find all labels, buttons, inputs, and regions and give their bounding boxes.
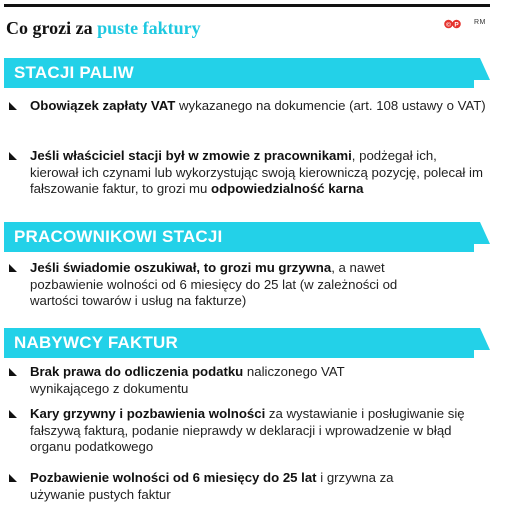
list-item xyxy=(8,364,488,397)
item-text: wykazanego na dokumencie (art. 108 ustawy o VAT) xyxy=(175,98,486,113)
publisher-logo-icon xyxy=(444,18,462,30)
list-item xyxy=(8,98,488,115)
item-bold-end: odpowiedzialność karna xyxy=(211,181,364,196)
author-credit: RM xyxy=(474,19,486,26)
section-header-nabywcy xyxy=(4,328,474,358)
list-item xyxy=(8,470,488,503)
page-title xyxy=(6,14,486,42)
list-item xyxy=(8,406,488,456)
item-text: , podżegał ich, kierował ich czynami lub wykorzystując swoją kierowniczą pozycję, polecał im fałszowanie faktur, to grozi mu xyxy=(30,148,483,196)
bullet-icon xyxy=(8,367,18,377)
item-bold: Jeśli świadomie oszukiwał, to grozi mu grzywna xyxy=(30,260,332,275)
section-heading: STACJI PALIW xyxy=(14,63,134,82)
section-heading: PRACOWNIKOWI STACJI xyxy=(14,227,223,246)
title-accent: puste faktury xyxy=(97,18,201,38)
svg-text:©: © xyxy=(446,21,451,29)
item-bold: Kary grzywny i pozbawienia wolności xyxy=(30,406,266,421)
section-heading: NABYWCY FAKTUR xyxy=(14,333,178,352)
bullet-icon xyxy=(8,151,18,161)
item-bold: Brak prawa do odliczenia podatku xyxy=(30,364,244,379)
title-plain: Co grozi za xyxy=(6,18,93,38)
svg-text:P: P xyxy=(454,21,459,29)
item-bold: Jeśli właściciel stacji był w zmowie z pracownikami xyxy=(30,148,352,163)
section-header-stacji-paliw xyxy=(4,58,474,88)
item-text: i grzywna za używanie pustych faktur xyxy=(30,470,394,502)
header xyxy=(6,14,486,42)
item-bold: Pozbawienie wolności od 6 miesięcy do 25 lat xyxy=(30,470,317,485)
item-text: za wystawianie i posługiwanie się fałszywą fakturą, podanie nieprawdy w deklaracji i wprowadzenie w błąd organu podatkowego xyxy=(30,406,465,454)
item-text: , a nawet pozbawienie wolności od 6 miesięcy do 25 lat (w zależności od wartości towarów i usług na fakturze) xyxy=(30,260,398,308)
top-rule xyxy=(4,4,490,7)
bullet-icon xyxy=(8,101,18,111)
list-item xyxy=(8,148,488,198)
item-text: naliczonego VAT wynikającego z dokumentu xyxy=(30,364,345,396)
bullet-icon xyxy=(8,473,18,483)
item-bold: Obowiązek zapłaty VAT xyxy=(30,98,176,113)
section-header-pracownikowi xyxy=(4,222,474,252)
bullet-icon xyxy=(8,409,18,419)
list-item xyxy=(8,260,488,310)
bullet-icon xyxy=(8,263,18,273)
